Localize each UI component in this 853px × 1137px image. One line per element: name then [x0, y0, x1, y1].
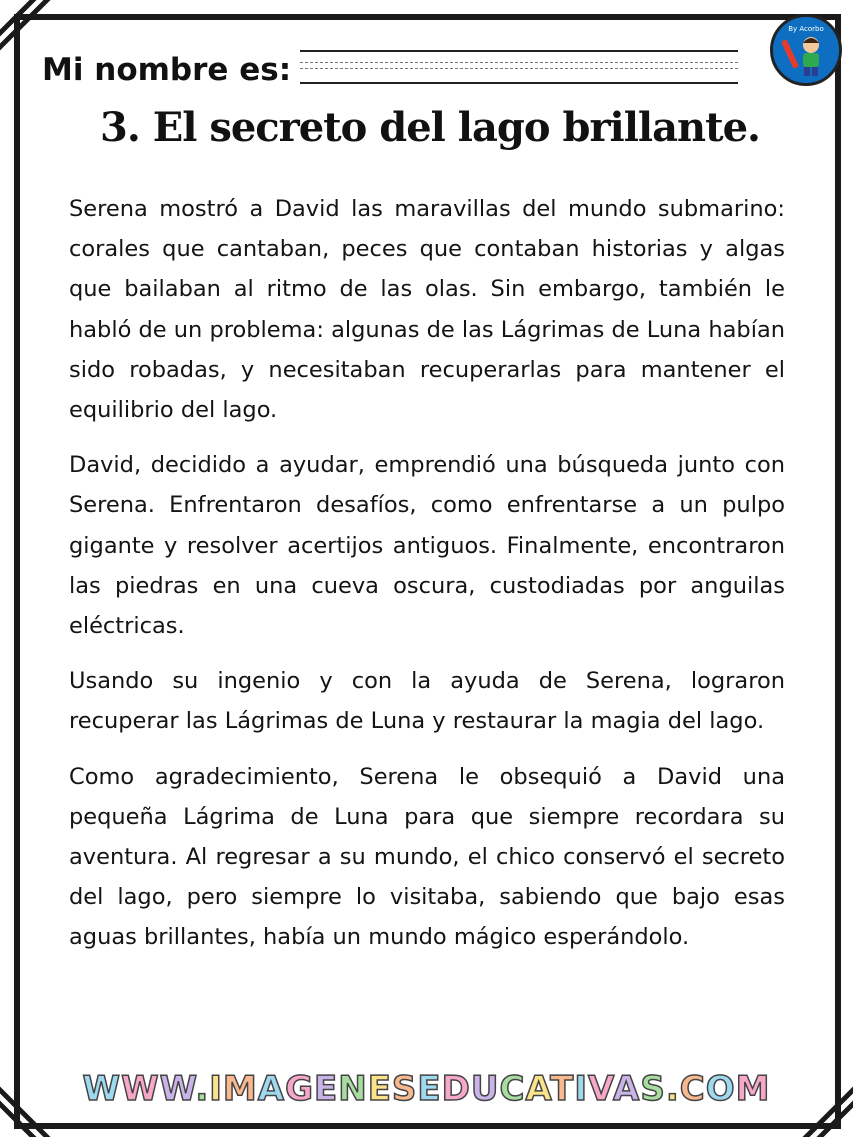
footer-letter: M	[222, 1069, 258, 1109]
logo-text: By Acorbo	[788, 25, 824, 33]
footer-letter: T	[550, 1069, 575, 1109]
footer-letter: I	[209, 1069, 223, 1109]
footer-letter: M	[735, 1069, 771, 1109]
footer-letter: E	[313, 1069, 339, 1109]
footer-letter: I	[574, 1069, 588, 1109]
footer-letter: N	[338, 1069, 368, 1109]
footer-letter: S	[391, 1069, 418, 1109]
footer-letter: E	[367, 1069, 392, 1109]
footer-letter: S	[640, 1069, 666, 1109]
footer-letter: W	[121, 1069, 160, 1109]
paragraph-4: Como agradecimiento, Serena le obsequió a David una pequeña Lágrima de Luna para que siempre recordara su aventura. Al regresar a su mundo, el chico conservó el secreto del lago, pero siempre lo visitaba, sabiendo que bajo esas aguas brillantes, había un mundo mágico esperándolo.	[69, 763, 785, 951]
story-title: 3. El secreto del lago brillante.	[100, 104, 760, 151]
footer-letter: C	[679, 1069, 706, 1109]
footer-url[interactable]	[83, 1069, 771, 1109]
imageneseducativas-logo	[770, 14, 842, 86]
footer-letter: E	[417, 1069, 442, 1109]
corner-stripes-bottom-left	[0, 1067, 70, 1137]
paragraph-1: Serena mostró a David las maravillas del mundo submarino: corales que cantaban, peces que contaban historias y algas que bailaban al ritmo de las olas. Sin embargo, también le habló de un problema: algunas de las Lágrimas de Luna habían sido robadas, y necesitaban recuperarlas para mantener el equilibrio del lago.	[69, 196, 785, 424]
story-body	[69, 189, 785, 973]
footer-letter: A	[257, 1069, 286, 1109]
corner-stripes-bottom-right	[783, 1067, 853, 1137]
footer-letter: C	[499, 1069, 526, 1109]
footer-letter: O	[705, 1069, 736, 1109]
footer-letter: .	[665, 1069, 680, 1109]
paragraph-3: Usando su ingenio y con la ayuda de Serena, lograron recuperar las Lágrimas de Luna y restaurar la magia del lago.	[69, 668, 785, 735]
footer-letter: W	[159, 1069, 196, 1109]
paragraph-2: David, decidido a ayudar, emprendió una búsqueda junto con Serena. Enfrentaron desafíos, como enfrentarse a un pulpo gigante y resolver acertijos antiguos. Finalmente, encontraron las piedras en una cueva oscura, custodiadas por anguilas eléctricas.	[69, 452, 785, 640]
footer-letter: A	[525, 1069, 551, 1109]
footer-website[interactable]	[82, 1066, 771, 1112]
name-writing-lines[interactable]	[300, 48, 738, 90]
footer-letter: A	[613, 1069, 641, 1109]
footer-letter: .	[195, 1069, 210, 1109]
footer-letter: G	[285, 1069, 314, 1109]
footer-letter: W	[82, 1069, 122, 1109]
footer-letter: V	[588, 1069, 614, 1109]
name-label: Mi nombre es:	[42, 52, 292, 88]
footer-letter: D	[441, 1069, 471, 1109]
footer-letter: U	[470, 1069, 500, 1109]
name-field-row	[42, 48, 742, 96]
